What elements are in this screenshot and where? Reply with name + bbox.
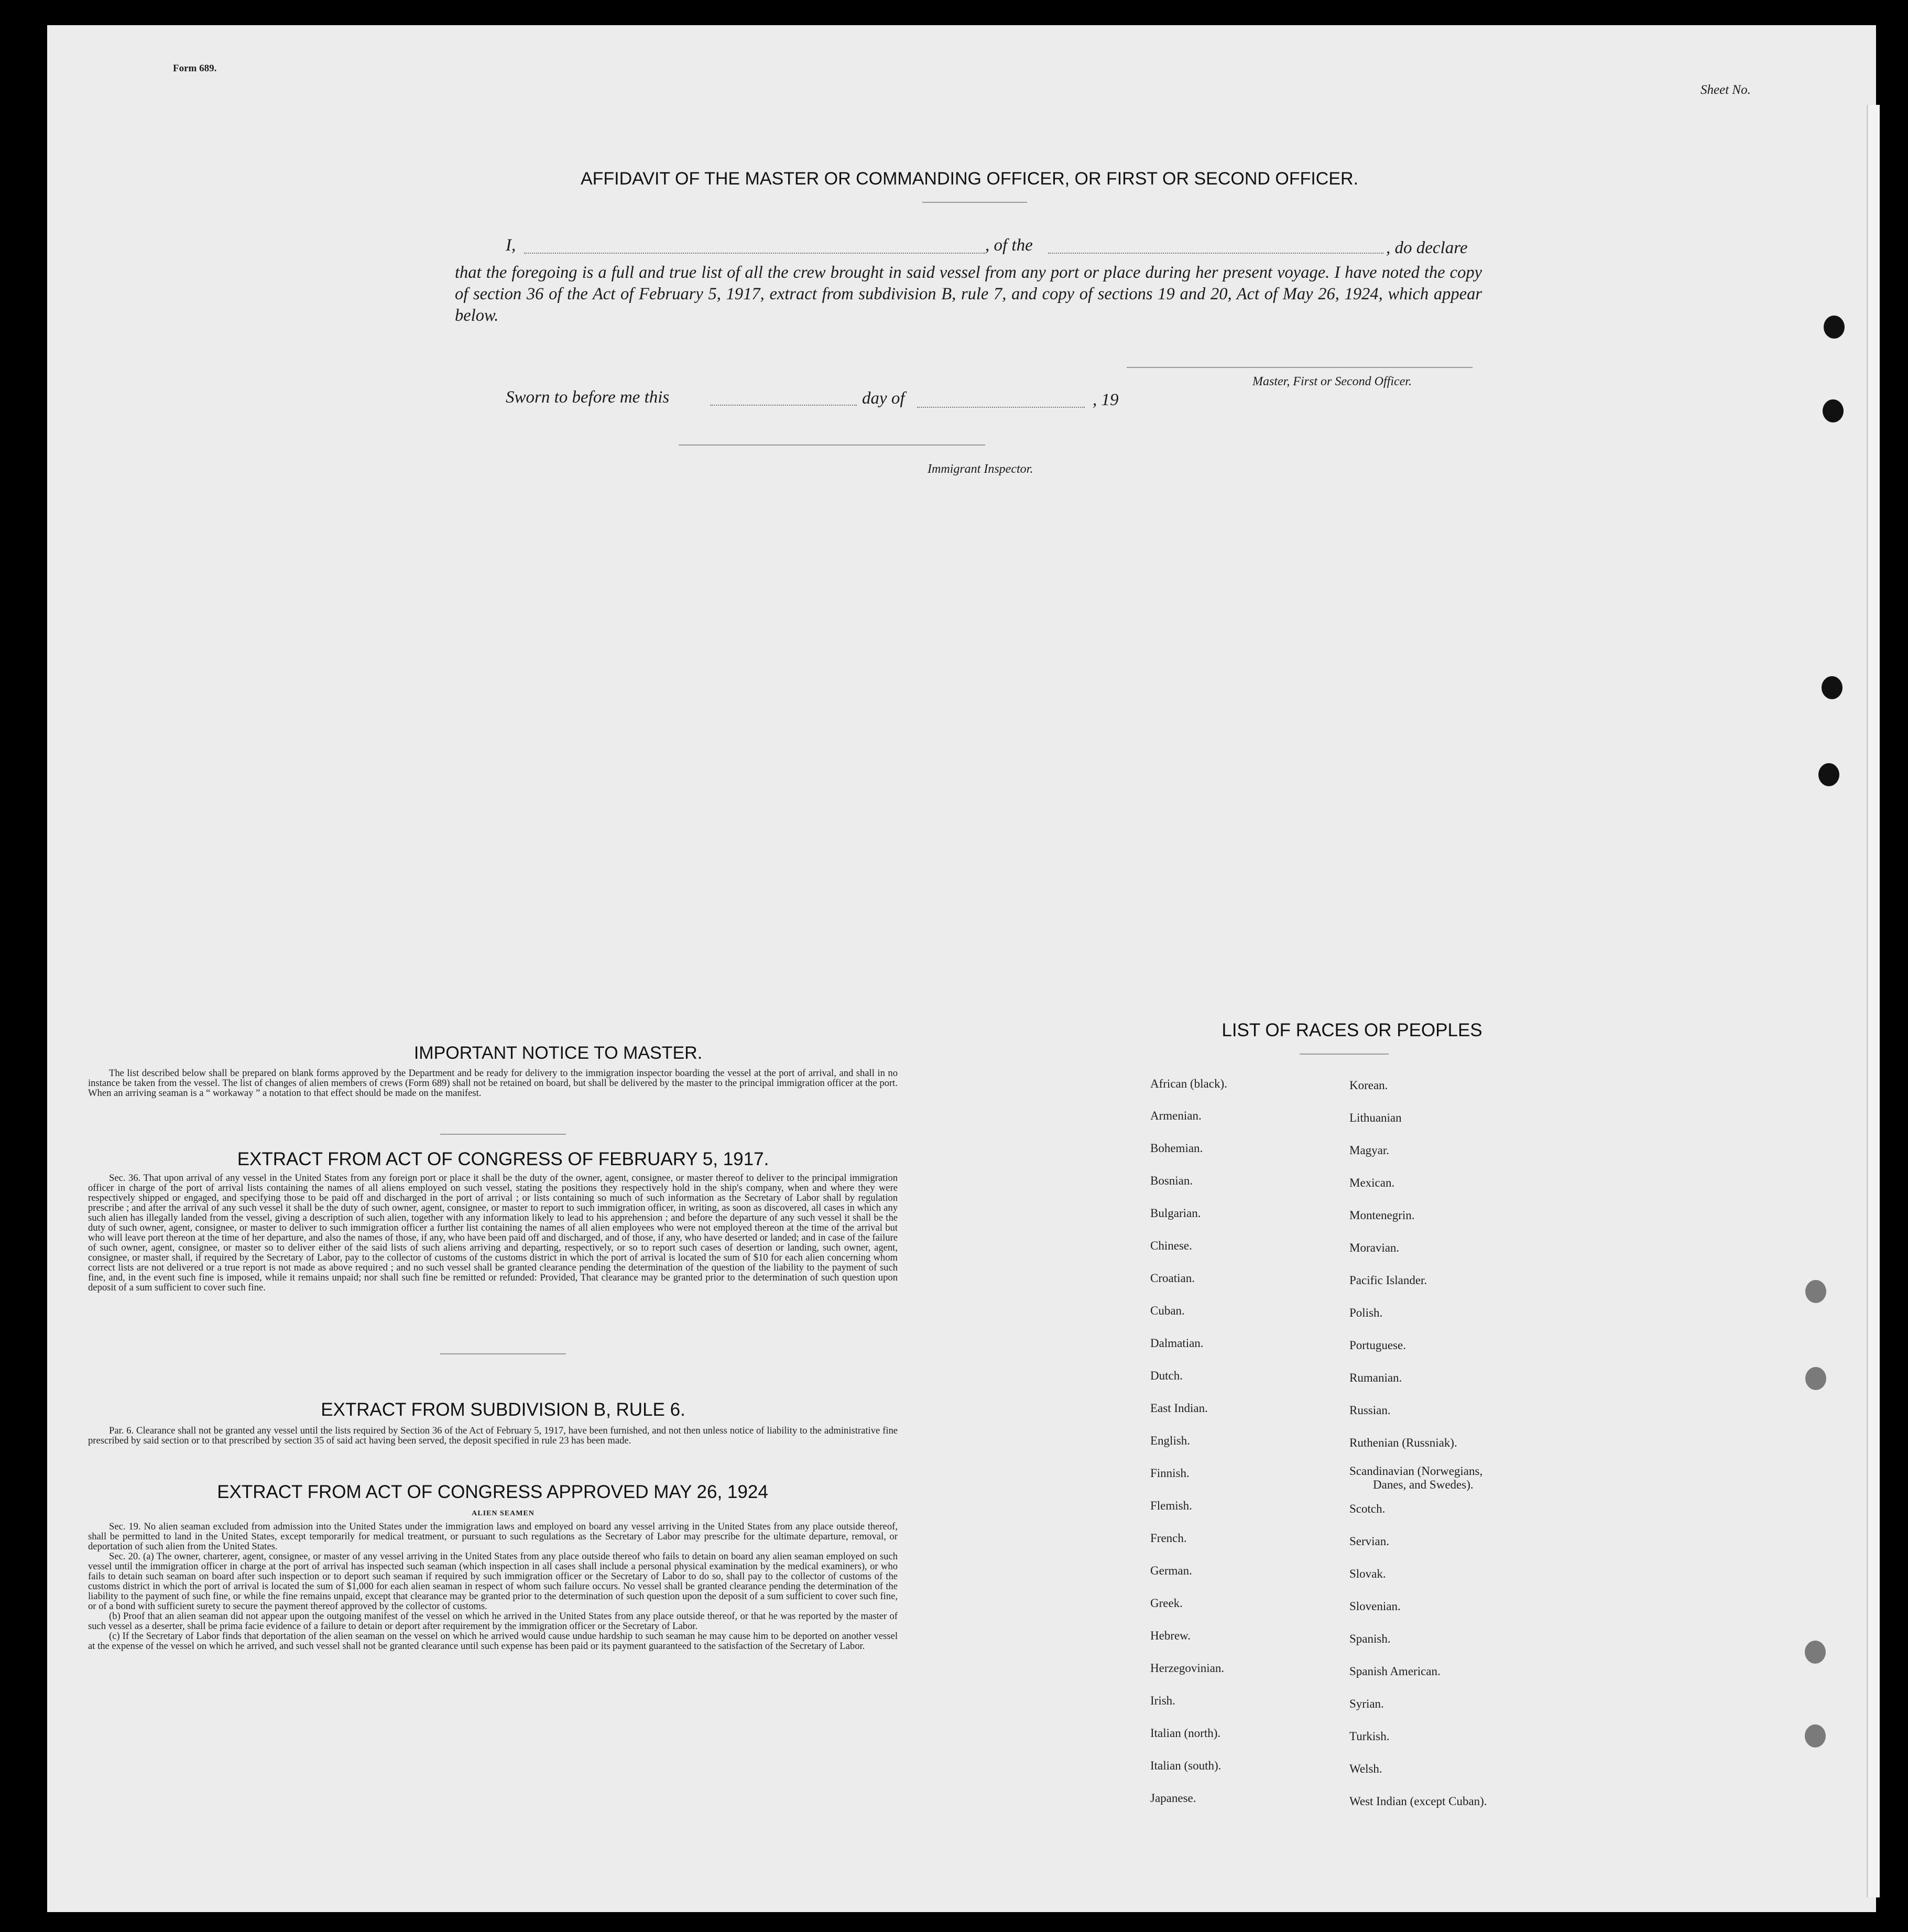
- race-item: Spanish.: [1349, 1632, 1391, 1645]
- race-item: Turkish.: [1349, 1730, 1390, 1743]
- binder-hole: [1805, 1724, 1826, 1748]
- binder-hole: [1805, 1641, 1826, 1664]
- section-36-paragraph: Sec. 36. That upon arrival of any vessel in the United States from any foreign port or place it shall be the duty of the owner, agent, consignee, or master thereof to deliver to the principal immigration officer in charge of the port of arrival lists containing the names of all aliens employed on such vessel, stating the positions they respectively hold in the ship's company, when and where they were respectively shipped or engaged, and specifying those to be paid off and discharged in the port of arrival ; or lists containing so much of such information as the Secretary of Labor shall by regulation prescribe ; and after the arrival of any such vessel it shall be the duty of such owner, agent, consignee, or master to report to such immigration officer, in writing, as soon as discovered, all cases in which any such alien has illegally landed from the vessel, giving a description of such alien, together with any information likely to lead to his apprehension ; and before the departure of any such vessel it shall be the duty of such owner, agent, consignee, or master to deliver to such immigration officer a further list containing the names of all alien employees who were not employed thereon at the time of the arrival but who will leave port thereon at the time of her departure, and also the names of those, if any, who have been paid off and discharged, and of those, if any, who have deserted or landed; and in case of the failure of such owner, agent, consignee, or master so to deliver either of the said lists of such aliens arriving and departing, respectively, or so to report such cases of desertion or landing, such owner, agent, consignee, or master shall, if required by the Secretary of Labor, pay to the collector of customs of the customs district in which the port of arrival is located the sum of $10 for each alien concerning whom correct lists are not delivered or a true report is not made as above required ; and no such vessel shall be granted clearance pending the determination of the question of the liability to the payment of such fine, and, in the event such fine is imposed, while it remains unpaid; nor shall such fine be remitted or refunded: Provided, That clearance may be granted prior to the determination of such question upon deposit of a sum sufficient to cover such fine.: [88, 1173, 898, 1293]
- race-item: Syrian.: [1349, 1697, 1384, 1710]
- race-item: Montenegrin.: [1349, 1209, 1415, 1222]
- race-item: Ruthenian (Russniak).: [1349, 1436, 1457, 1449]
- binder-hole: [1822, 676, 1842, 699]
- notice-paragraph: The list described below shall be prepared on blank forms approved by the Department and be ready for delivery to the immigration inspector boarding the vessel at the port of arrival, and shall in no instance be taken from the vessel. The list of changes of alien members of crews (Form 689) shall not be retained on board, but shall be delivered by the master to the principal immigration officer at the port. When an arriving seaman is a “ workaway ” a notation to that effect should be made on the manifest.: [88, 1068, 898, 1099]
- race-item: Armenian.: [1150, 1109, 1202, 1122]
- sheet-number-label: Sheet No.: [1700, 83, 1751, 97]
- race-item: Korean.: [1349, 1079, 1388, 1092]
- race-item: Scandinavian (Norwegians,: [1349, 1464, 1483, 1478]
- section-20c-paragraph: (c) If the Secretary of Labor finds that deportation of the alien seaman on the vessel on which he arrived would cause undue hardship to such seaman he may cause him to be deported on another vessel at the expense of the vessel on which he arrived, and such vessel shall not be granted clearance until such expense has been paid or its payment guaranteed to the satisfaction of the Secretary of Labor.: [88, 1631, 898, 1652]
- divider-rule: [440, 1134, 566, 1135]
- race-item: Pacific Islander.: [1349, 1274, 1427, 1287]
- race-item: Flemish.: [1150, 1499, 1192, 1512]
- extract-1924-body: [88, 1522, 898, 1651]
- race-item: African (black).: [1150, 1077, 1227, 1090]
- race-item: Slovak.: [1349, 1567, 1386, 1580]
- race-item: Moravian.: [1349, 1241, 1400, 1254]
- race-item: Magyar.: [1349, 1144, 1390, 1157]
- notice-title: IMPORTANT NOTICE TO MASTER.: [413, 1043, 703, 1063]
- race-item: Mexican.: [1349, 1176, 1395, 1189]
- affidavit-title-rule: [922, 202, 1027, 203]
- extract-rule6-body: [88, 1426, 898, 1446]
- binder-hole: [1818, 763, 1839, 786]
- affidavit-line-i: I,: [506, 236, 516, 255]
- name-field[interactable]: [524, 253, 985, 254]
- race-item: Croatian.: [1150, 1272, 1195, 1285]
- sworn-month-field[interactable]: [917, 407, 1085, 408]
- race-item: Danes, and Swedes).: [1373, 1478, 1474, 1491]
- alien-seamen-subtitle: ALIEN SEAMEN: [472, 1510, 535, 1517]
- race-item: French.: [1150, 1532, 1187, 1545]
- race-item: Greek.: [1150, 1597, 1183, 1610]
- master-signature-caption: Master, First or Second Officer.: [1252, 375, 1412, 388]
- race-item: Bulgarian.: [1150, 1207, 1201, 1220]
- affidavit-title: AFFIDAVIT OF THE MASTER OR COMMANDING OFFICER, OR FIRST OR SECOND OFFICER.: [580, 169, 1359, 189]
- race-item: West Indian (except Cuban).: [1349, 1795, 1487, 1808]
- binder-hole: [1805, 1367, 1826, 1390]
- inspector-signature-line[interactable]: [679, 444, 985, 446]
- race-item: Spanish American.: [1349, 1665, 1441, 1678]
- race-item: Welsh.: [1349, 1762, 1382, 1775]
- affidavit-body: that the foregoing is a full and true list of all the crew brought in said vessel from any port or place during her present voyage. I have noted the copy of section 36 of the Act of February 5, 1917, extract from subdivision B, rule 7, and copy of sections 19 and 20, Act of May 26, 1924, which appear below.: [455, 263, 1482, 325]
- sworn-year: , 19: [1093, 390, 1119, 409]
- race-item: Dalmatian.: [1150, 1337, 1204, 1350]
- race-item: Portuguese.: [1349, 1339, 1406, 1352]
- sworn-day-field[interactable]: [710, 405, 857, 406]
- sworn-day-of: day of: [862, 389, 905, 408]
- race-item: Finnish.: [1150, 1467, 1190, 1480]
- section-20a-paragraph: Sec. 20. (a) The owner, charterer, agent, consignee, or master of any vessel arriving in the United States from any place outside thereof who fails to detain on board any alien seaman employed on such vessel until the immigration officer in charge at the port of arrival has inspected such seaman (which inspection in all cases shall include a personal physical examination by the medical examiners), or who fails to detain such seaman on board after such inspection or to deport such seaman if required by such immigration officer or the Secretary of Labor to do so, shall pay to the collector of customs of the customs district in which the port of arrival is located the sum of $1,000 for each alien seaman in respect of whom such failure occurs. No vessel shall be granted clearance pending the determination of the liability to the payment of such fine, or while the fine remains unpaid, except that clearance may be granted prior to the determination of such question upon the deposit of a sum sufficient to cover such fine, or of a bond with sufficient surety to secure the payment thereof approved by the collector of customs.: [88, 1551, 898, 1612]
- race-item: Bosnian.: [1150, 1174, 1193, 1187]
- race-item: Scotch.: [1349, 1502, 1386, 1515]
- race-item: German.: [1150, 1564, 1192, 1577]
- binder-hole: [1805, 1280, 1826, 1303]
- race-item: Hebrew.: [1150, 1629, 1191, 1642]
- race-item: Lithuanian: [1349, 1111, 1402, 1124]
- race-item: East Indian.: [1150, 1402, 1208, 1415]
- race-item: Italian (south).: [1150, 1759, 1222, 1772]
- vessel-field[interactable]: [1048, 253, 1383, 254]
- binder-hole: [1824, 316, 1845, 339]
- section-20b-paragraph: (b) Proof that an alien seaman did not appear upon the outgoing manifest of the vessel on which he arrived in the United States from any place outside thereof, or that he was reported by the master of such vessel as a deserter, shall be prima facie evidence of a failure to detain or deport after requirement by the immigration officer or the Secretary of Labor.: [88, 1611, 898, 1632]
- notice-body: [88, 1068, 898, 1098]
- inspector-caption: Immigrant Inspector.: [928, 462, 1033, 476]
- rule-6-paragraph: Par. 6. Clearance shall not be granted any vessel until the lists required by Section 36 of the Act of February 5, 1917, have been furnished, and not then unless notice of liability to the administrative fine prescribed by said section or to that prescribed by section 35 of said act having been served, the deposit specified in rule 23 has been made.: [88, 1425, 898, 1446]
- race-item: Servian.: [1349, 1535, 1390, 1548]
- extract-1917-body: [88, 1173, 898, 1293]
- race-item: Dutch.: [1150, 1369, 1183, 1382]
- races-title: LIST OF RACES OR PEOPLES: [1222, 1020, 1482, 1040]
- sworn-prefix: Sworn to before me this: [506, 388, 670, 407]
- race-item: Cuban.: [1150, 1304, 1185, 1317]
- race-item: Chinese.: [1150, 1239, 1192, 1252]
- extract-1924-title: EXTRACT FROM ACT OF CONGRESS APPROVED MAY 26, 1924: [217, 1482, 768, 1502]
- page-edge: [1867, 105, 1880, 1897]
- affidavit-line-of-the: , of the: [985, 236, 1033, 255]
- races-title-rule: [1300, 1054, 1389, 1055]
- divider-rule: [440, 1353, 566, 1354]
- affidavit-line-do-declare: , do declare: [1386, 238, 1468, 257]
- race-item: Herzegovinian.: [1150, 1662, 1225, 1675]
- extract-1917-title: EXTRACT FROM ACT OF CONGRESS OF FEBRUARY 5, 1917.: [237, 1149, 769, 1169]
- binder-hole: [1823, 399, 1844, 422]
- race-item: Polish.: [1349, 1306, 1383, 1319]
- form-number: Form 689.: [173, 63, 217, 74]
- race-item: Irish.: [1150, 1694, 1175, 1707]
- extract-rule6-title: EXTRACT FROM SUBDIVISION B, RULE 6.: [321, 1399, 685, 1420]
- race-item: Bohemian.: [1150, 1142, 1203, 1155]
- section-19-paragraph: Sec. 19. No alien seaman excluded from admission into the United States under the immigration laws and employed on board any vessel arriving in the United States from any place outside thereof, shall be permitted to land in the United States, except temporarily for medical treatment, or pursuant to such regulations as the Secretary of Labor may prescribe for the ultimate departure, removal, or deportation of such alien from the United States.: [88, 1521, 898, 1552]
- race-item: Slovenian.: [1349, 1600, 1401, 1613]
- race-item: English.: [1150, 1434, 1191, 1447]
- race-item: Japanese.: [1150, 1792, 1196, 1805]
- master-signature-line[interactable]: [1127, 367, 1473, 368]
- race-item: Rumanian.: [1349, 1371, 1402, 1384]
- race-item: Italian (north).: [1150, 1727, 1221, 1740]
- race-item: Russian.: [1349, 1404, 1391, 1417]
